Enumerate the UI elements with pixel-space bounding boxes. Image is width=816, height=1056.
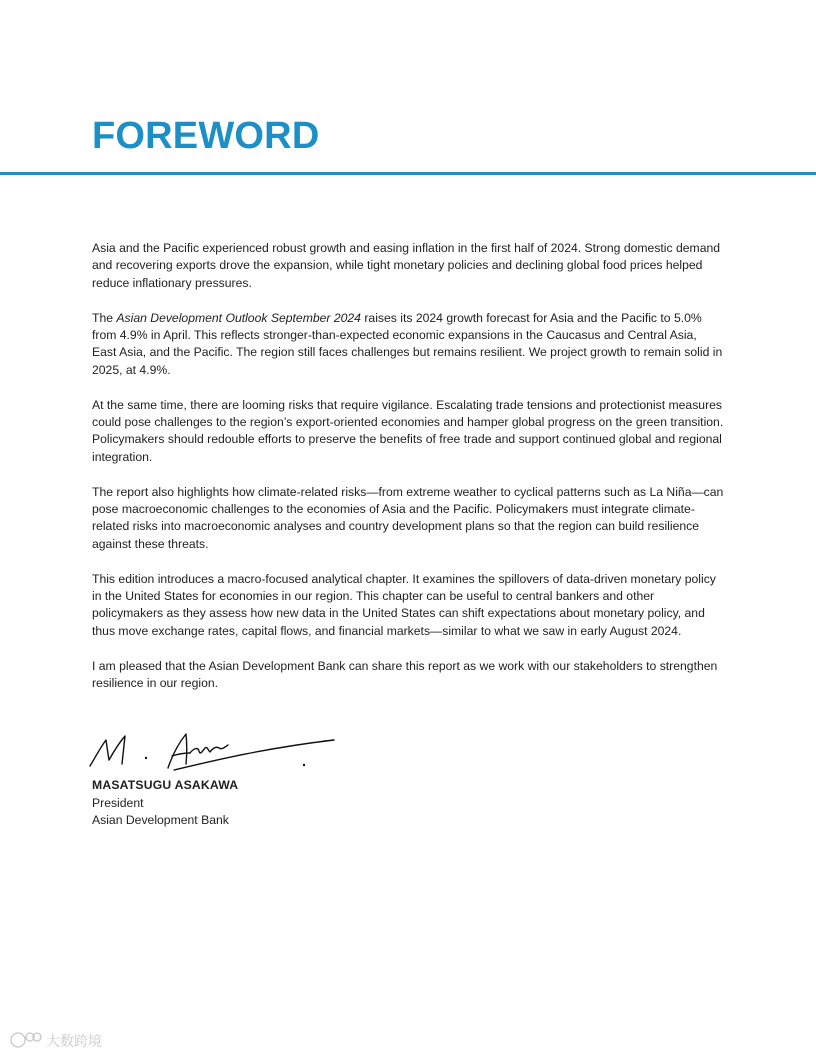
signatory-organization: Asian Development Bank xyxy=(92,813,229,828)
paragraph-2-lead: The xyxy=(92,310,117,325)
paragraph-4: The report also highlights how climate-related risks—from extreme weather to cyclical patterns such as La Niña—can pose macroeconomic challenges to the economies of Asia and the Pacific. Policymakers must integrate climate-related risks into macroeconomic analyses and country development plans so that the region can build resilience against these threats. xyxy=(92,484,724,551)
page-title: FOREWORD xyxy=(92,115,320,157)
paragraph-5: This edition introduces a macro-focused analytical chapter. It examines the spillovers of data-driven monetary policy in the United States for economies in our region. This chapter can be useful to central bankers and other policymakers as they assess how new data in the United States can shift expectations about monetary policy, and thus move exchange rates, capital flows, and financial markets—similar to what we saw in early August 2024. xyxy=(92,571,716,638)
signatory-position: President xyxy=(92,795,144,810)
title-divider xyxy=(0,172,816,175)
signatory-name: MASATSUGU ASAKAWA xyxy=(92,778,239,792)
signatory-block xyxy=(92,777,238,830)
report-title: Asian Development Outlook September 2024 xyxy=(116,310,361,325)
foreword-body xyxy=(92,240,724,710)
paragraph-2-rest: raises its 2024 growth forecast for Asia and the Pacific to 5.0% from 4.9% in April. This reflects stronger-than-expected economic expansions in the Caucasus and Central Asia, East Asia, and the Pacific. The region still faces challenges but remains resilient. We project growth to remain solid in 2025, at 4.9%. xyxy=(92,310,723,377)
paragraph-3: At the same time, there are looming risks that require vigilance. Escalating trade tensions and protectionist measures could pose challenges to the region’s export-oriented economies and hamper global progress on the green transition. Policymakers should redouble efforts to preserve the benefits of free trade and support continued global and regional integration. xyxy=(92,397,724,464)
watermark-text: 大数跨境 xyxy=(46,1034,102,1050)
watermark-logo xyxy=(8,1028,112,1052)
handwritten-signature xyxy=(86,726,341,778)
paragraph-1: Asia and the Pacific experienced robust growth and easing inflation in the first half of 2024. Strong domestic demand and recovering exports drove the expansion, while tight monetary policies and declining global food prices helped reduce inflationary pressures. xyxy=(92,241,721,290)
paragraph-6: I am pleased that the Asian Development Bank can share this report as we work with our stakeholders to strengthen resilience in our region. xyxy=(92,658,718,691)
paragraph-2 xyxy=(92,310,724,380)
